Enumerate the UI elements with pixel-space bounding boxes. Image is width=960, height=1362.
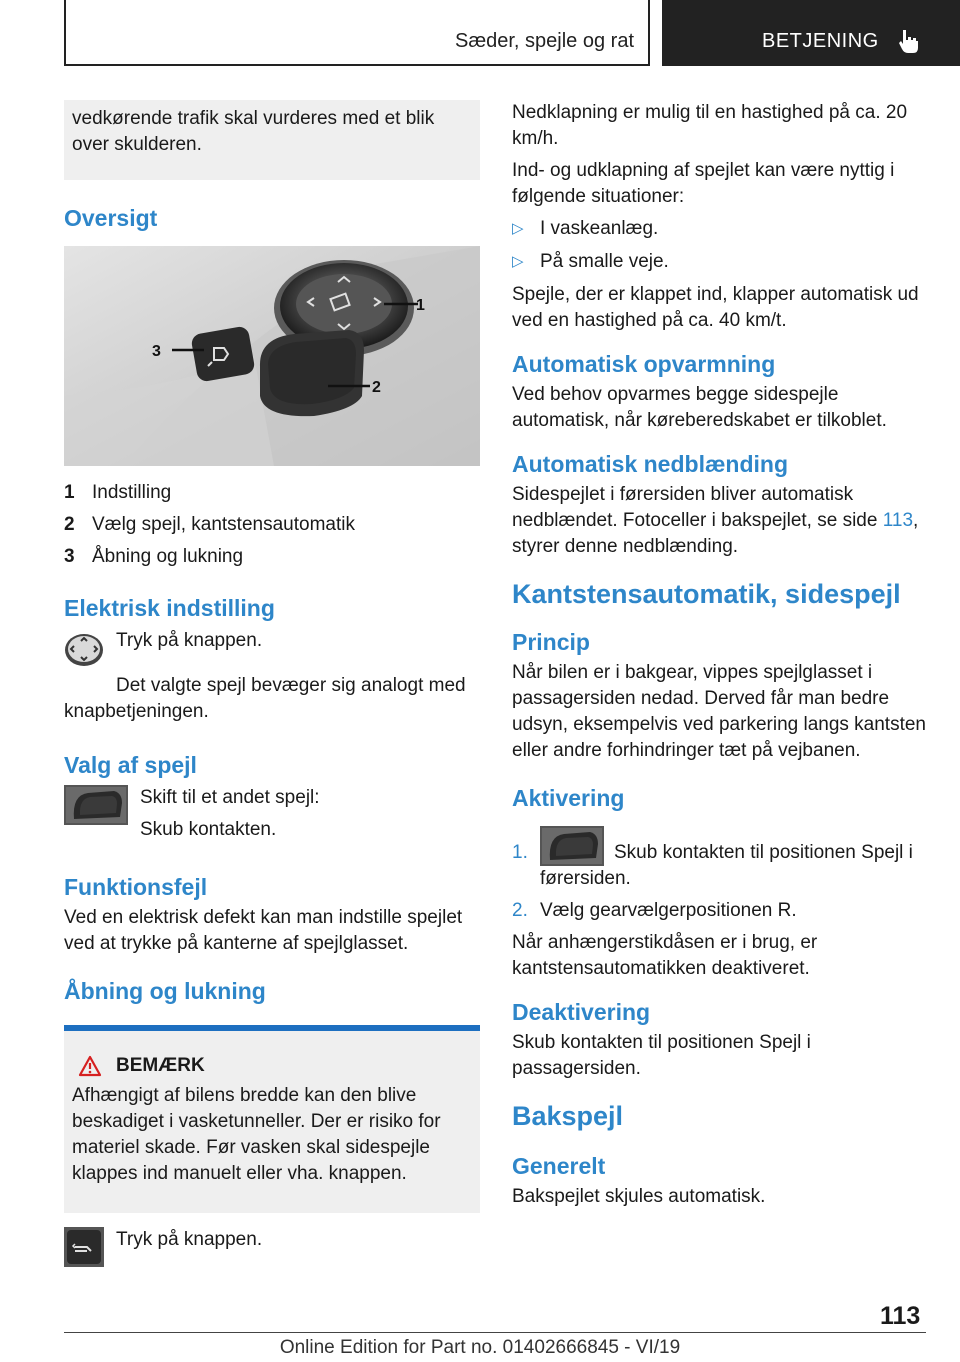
header-section-title: Sæder, spejle og rat <box>455 30 634 52</box>
mirror-controls-illustration <box>64 246 480 466</box>
list-item: 1. Skub kontakten til positionen Spejl i førersiden. <box>512 826 926 892</box>
heading-aktivering: Aktivering <box>512 785 625 811</box>
intro-box <box>64 100 480 180</box>
callout-3: 3 <box>152 343 161 360</box>
right-column <box>512 100 926 1216</box>
page-number: 113 <box>880 1302 921 1330</box>
deaktivering-text: Skub kontakten til positionen Spejl i passagersiden. <box>512 1032 811 1079</box>
heading-aabning: Åbning og lukning <box>64 978 266 1004</box>
triangle-bullet-icon: ▷ <box>512 220 524 237</box>
notice-title <box>72 1055 472 1077</box>
oversigt-legend <box>64 480 480 570</box>
anhaenger-text: Når anhængerstikdåsen er i brug, er kantstensautomatikken deaktiveret. <box>512 932 818 979</box>
valg-line1: Skift til et andet spejl: <box>140 787 320 808</box>
generelt-text: Bakspejlet skjules automatisk. <box>512 1186 766 1207</box>
elektrisk-line1: Tryk på knappen. <box>116 630 263 651</box>
heading-bakspejl: Bakspejl <box>512 1101 624 1131</box>
situations-list <box>512 216 926 275</box>
notice-text: Afhængigt af bilens bredde kan den blive beskadiget i vasketunneller. Der er risiko for materiel skade. Før vasken skal sidespejle klappes ind manuelt eller vha. knappen. <box>72 1085 441 1184</box>
elektrisk-line2: Det valgte spejl bevæger sig analogt med knapbetjeningen. <box>64 675 466 722</box>
aktivering-steps <box>512 826 926 924</box>
aabning-press: Tryk på knappen. <box>116 1229 263 1250</box>
funktionsfejl-text: Ved en elektrisk defekt kan man indstille spejlet ved at trykke på kanterne af spejlglasset. <box>64 907 463 954</box>
list-item: ▷ På smalle veje. <box>512 249 926 275</box>
pointing-hand-icon <box>894 26 924 56</box>
footer-divider <box>64 1332 926 1333</box>
list-item: ▷ I vaskeanlæg. <box>512 216 926 242</box>
nedblaending-text: Sidespejlet i førersiden bliver automatisk nedblændet. Fotoceller i bakspejlet, se side 113, styrer denne nedblænding. <box>512 484 919 557</box>
mirror-adjust-button-icon <box>64 628 104 668</box>
notice-box <box>64 1025 480 1213</box>
princip-text: Når bilen er i bakgear, vippes spejlglasset i passagersiden nedad. Derved får man bedre udsyn, eksempelvis ved parkering langs kantsten eller andre forhindringer tæt på vejbanen. <box>512 662 927 761</box>
warning-icon <box>78 1055 102 1077</box>
aabning-press-row <box>64 1227 480 1272</box>
notice-label: BEMÆRK <box>116 1055 205 1076</box>
header-chapter-tab <box>662 0 960 66</box>
mirror-selector-switch-icon <box>540 826 604 866</box>
heading-elektrisk: Elektrisk indstilling <box>64 595 275 621</box>
heading-opvarmning: Automatisk opvarmning <box>512 351 776 377</box>
list-item: 3 Åbning og lukning <box>64 546 244 567</box>
left-column <box>64 100 480 1272</box>
heading-oversigt: Oversigt <box>64 205 158 231</box>
list-item: 2. Vælg gearvælgerpositionen R. <box>512 900 797 921</box>
valg-line2: Skub kontakten. <box>140 819 277 840</box>
opvarmning-text: Ved behov opvarmes begge sidespejle automatisk, når køreberedskabet er tilkoblet. <box>512 384 887 431</box>
footer-edition: Online Edition for Part no. 01402666845 - VI/19 <box>279 1337 681 1358</box>
list-item: 2 Vælg spejl, kantstensautomatik <box>64 514 355 535</box>
mirror-fold-button-icon <box>64 1227 104 1267</box>
page-link[interactable]: 113 <box>882 510 914 531</box>
heading-princip: Princip <box>512 629 590 655</box>
valg-row <box>64 785 480 849</box>
list-item: 1 Indstilling <box>64 482 172 503</box>
triangle-bullet-icon: ▷ <box>512 253 524 270</box>
heading-valg: Valg af spejl <box>64 752 197 778</box>
intro-text: vedkørende trafik skal vurderes med et blik over skulderen. <box>72 108 435 155</box>
mirror-controls-photo <box>64 246 480 466</box>
callout-2: 2 <box>372 379 381 396</box>
heading-generelt: Generelt <box>512 1153 606 1179</box>
heading-kantsten: Kantstensautomatik, sidespejl <box>512 579 901 609</box>
heading-nedblaending: Automatisk nedblænding <box>512 451 788 477</box>
fold-situations-intro: Ind- og udklapning af spejlet kan være nyttig i følgende situationer: <box>512 160 895 207</box>
elektrisk-row <box>64 628 480 673</box>
fold-speed-text: Nedklapning er mulig til en hastighed på ca. 20 km/h. <box>512 102 908 149</box>
callout-1: 1 <box>416 297 425 314</box>
header-chapter-title: BETJENING <box>762 30 879 52</box>
heading-funktionsfejl: Funktionsfejl <box>64 874 208 900</box>
unfold-text: Spejle, der er klappet ind, klapper automatisk ud ved en hastighed på ca. 40 km/t. <box>512 284 919 331</box>
mirror-selector-switch-icon <box>64 785 128 825</box>
heading-deaktivering: Deaktivering <box>512 999 651 1025</box>
header-section-tab <box>64 0 650 66</box>
